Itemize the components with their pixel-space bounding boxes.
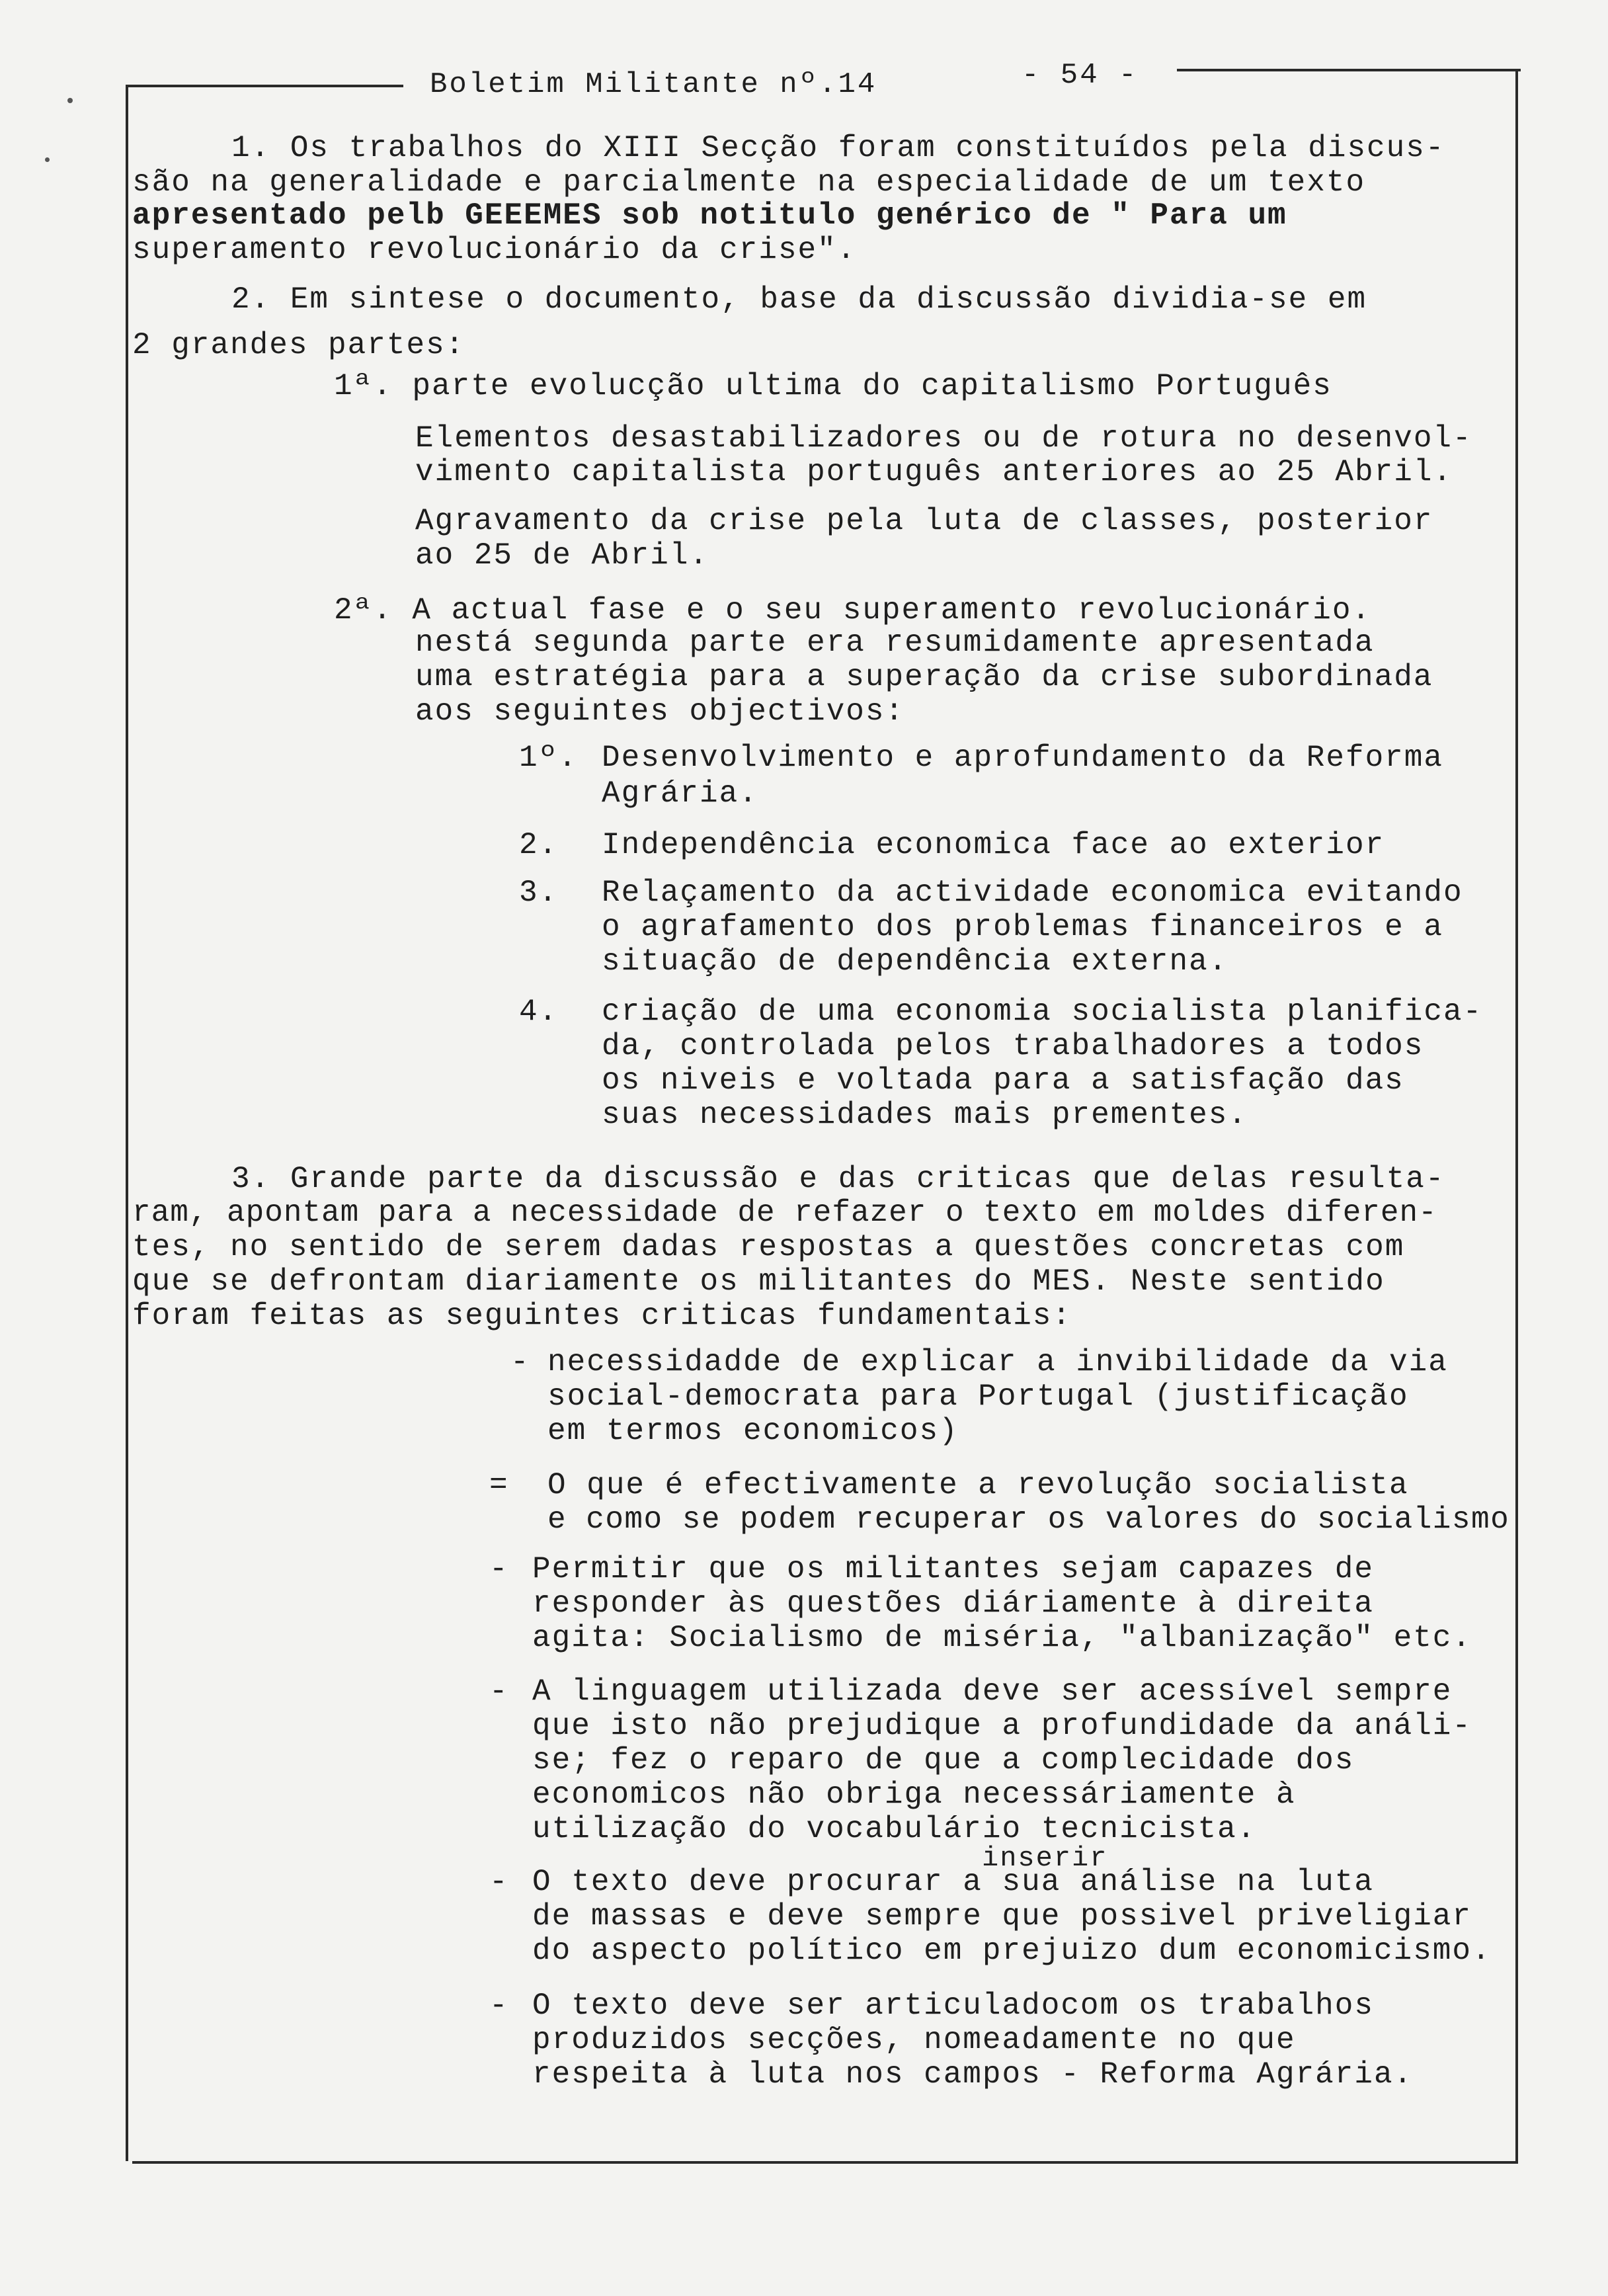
criticism-6-line3: respeita à luta nos campos - Reforma Agrária.: [532, 2057, 1414, 2092]
objective-4-number: 4.: [519, 995, 559, 1029]
criticism-1-line3: em termos economicos): [547, 1414, 959, 1448]
objective-2-line1: Independência economica face ao exterior: [602, 828, 1385, 862]
objective-2-number: 2.: [519, 828, 559, 862]
para3-line1: 3. Grande parte da discussão e das criticas que delas resulta-: [231, 1162, 1445, 1196]
frame-bottom: [132, 2161, 1518, 2164]
part2-line4: aos seguintes objectivos:: [415, 694, 905, 729]
part1-item1-line2: vimento capitalista português anteriores ao 25 Abril.: [415, 455, 1453, 489]
para2-line1: 2. Em sintese o documento, base da discussão dividia-se em: [231, 282, 1367, 317]
criticism-3-line2: responder às questões diáriamente à direita: [532, 1586, 1374, 1621]
page-number: - 54 -: [1022, 59, 1139, 92]
criticism-5-line3: do aspecto político em prejuizo dum economicismo.: [532, 1934, 1492, 1968]
objective-4-line3: os niveis e voltada para a satisfação das: [602, 1063, 1404, 1098]
inserir-annotation: inserir: [982, 1842, 1108, 1874]
criticism-2-line1: O que é efectivamente a revolução socialista: [547, 1468, 1409, 1502]
frame-top-left: [126, 85, 403, 87]
objective-1-number: 1º.: [519, 741, 578, 775]
frame-left: [126, 85, 128, 2161]
objective-3-line2: o agrafamento dos problemas financeiros e a: [602, 910, 1443, 944]
criticism-3-dash: -: [489, 1552, 509, 1586]
para3-line5: foram feitas as seguintes criticas fundamentais:: [132, 1299, 1072, 1333]
para3-line3: tes, no sentido de serem dadas respostas a questões concretas com: [132, 1230, 1405, 1264]
para2-line2: 2 grandes partes:: [132, 328, 465, 362]
para1-line1: 1. Os trabalhos do XIII Secção foram constituídos pela discus-: [231, 131, 1445, 165]
criticism-4-line1: A linguagem utilizada deve ser acessível sempre: [532, 1674, 1453, 1709]
para3-line4: que se defrontam diariamente os militantes do MES. Neste sentido: [132, 1264, 1385, 1299]
objective-3-line3: situação de dependência externa.: [602, 944, 1228, 979]
part1-item1-line1: Elementos desastabilizadores ou de rotura no desenvol-: [415, 421, 1472, 456]
para1-line3: apresentado pelb GEEEMES sob notitulo genérico de " Para um: [132, 198, 1287, 233]
objective-3-line1: Relaçamento da actividade economica evitando: [602, 876, 1463, 910]
objective-4-line1: criação de uma economia socialista planifica-: [602, 995, 1483, 1029]
part1-heading: 1ª. parte evolucção ultima do capitalismo Português: [334, 369, 1332, 403]
para3-line2: ram, apontam para a necessidade de refazer o texto em moldes diferen-: [132, 1196, 1437, 1230]
scan-speck: [45, 157, 50, 162]
criticism-4-line5: utilização do vocabulário tecnicista.: [532, 1812, 1257, 1846]
part2-line1: 2ª. A actual fase e o seu superamento revolucionário.: [334, 593, 1372, 628]
criticism-4-line2: que isto não prejudique a profundidade da análi-: [532, 1709, 1472, 1743]
part1-item2-line1: Agravamento da crise pela luta de classes, posterior: [415, 504, 1433, 538]
criticism-1-line2: social-democrata para Portugal (justificação: [547, 1379, 1409, 1414]
part2-line3: uma estratégia para a superação da crise subordinada: [415, 660, 1433, 694]
bulletin-title: Boletim Militante nº.14: [430, 68, 877, 101]
criticism-6-line1: O texto deve ser articuladocom os trabalhos: [532, 1988, 1374, 2023]
criticism-2-dash: =: [489, 1468, 509, 1502]
objective-4-line4: suas necessidades mais prementes.: [602, 1098, 1248, 1132]
para1-line2: são na generalidade e parcialmente na especialidade de um texto: [132, 165, 1366, 200]
objective-4-line2: da, controlada pelos trabalhadores a todos: [602, 1029, 1424, 1063]
criticism-4-dash: -: [489, 1674, 509, 1709]
criticism-3-line3: agita: Socialismo de miséria, "albanização" etc.: [532, 1621, 1472, 1655]
frame-top-right: [1177, 69, 1521, 71]
part1-item2-line2: ao 25 de Abril.: [415, 538, 709, 573]
criticism-5-line2: de massas e deve sempre que possivel priveligiar: [532, 1899, 1472, 1934]
criticism-4-line4: economicos não obriga necessáriamente à: [532, 1778, 1296, 1812]
criticism-1-line1: necessidadde de explicar a invibilidade da via: [547, 1345, 1448, 1379]
frame-right: [1515, 69, 1518, 2161]
criticism-1-dash: -: [510, 1345, 530, 1379]
criticism-3-line1: Permitir que os militantes sejam capazes de: [532, 1552, 1374, 1586]
criticism-5-dash: -: [489, 1865, 509, 1899]
criticism-4-line3: se; fez o reparo de que a complecidade dos: [532, 1743, 1355, 1778]
objective-3-number: 3.: [519, 876, 559, 910]
objective-1-line2: Agrária.: [602, 776, 758, 811]
criticism-6-dash: -: [489, 1988, 509, 2023]
part2-line2: nestá segunda parte era resumidamente apresentada: [415, 626, 1375, 660]
criticism-2-line2: e como se podem recuperar os valores do socialismo: [547, 1502, 1510, 1537]
criticism-6-line2: produzidos secções, nomeadamente no que: [532, 2023, 1296, 2057]
scan-speck: [67, 98, 73, 103]
criticism-5-line1: O texto deve procurar a sua análise na luta: [532, 1865, 1374, 1899]
para1-line4: superamento revolucionário da crise".: [132, 233, 857, 267]
objective-1-line1: Desenvolvimento e aprofundamento da Reforma: [602, 741, 1443, 775]
